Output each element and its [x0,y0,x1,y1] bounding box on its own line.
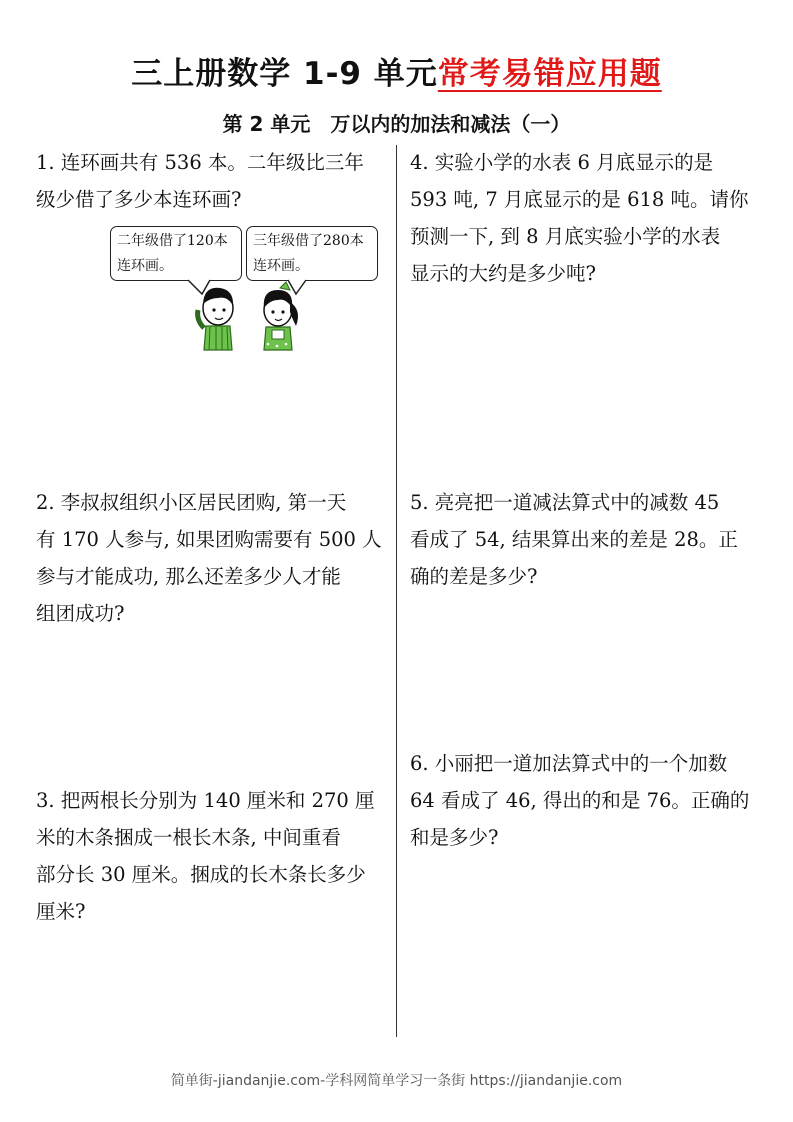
speech-bubble-boy: 二年级借了120本 连环画。 [110,226,242,281]
column-divider [396,145,397,1037]
title-main: 三上册数学 1-9 单元 [131,56,438,92]
question-6: 6. 小丽把一道加法算式中的一个加数 64 看成了 46, 得出的和是 76。正确的 和是多少? [410,752,750,849]
question-5: 5. 亮亮把一道减法算式中的减数 45 看成了 54, 结果算出来的差是 28。正 确的差是多少? [410,491,738,588]
question-3: 3. 把两根长分别为 140 厘米和 270 厘 米的木条捆成一根长木条, 中间重看 部分长 30 厘米。捆成的长木条长多少 厘米? [36,789,375,923]
title-highlight: 常考易错应用题 [437,56,662,92]
page-subtitle: 第 2 单元 万以内的加法和减法（一） [222,112,571,136]
page-title [0,48,793,93]
question-2: 2. 李叔叔组织小区居民团购, 第一天 有 170 人参与, 如果团购需要有 500 人 参与才能成功, 那么还差多少人才能 组团成功? [36,491,382,625]
question-1: 1. 连环画共有 536 本。二年级比三年 级少借了多少本连环画? [36,151,364,211]
speech-bubble-girl: 三年级借了280本 连环画。 [246,226,378,281]
boy-figure [198,288,233,350]
girl-figure [264,282,298,350]
question-4: 4. 实验小学的水表 6 月底显示的是 593 吨, 7 月底显示的是 618 吨。请你 预测一下, 到 8 月底实验小学的水表 显示的大约是多少吨? [410,151,749,285]
page-footer: 简单街-jiandanjie.com-学科网简单学习一条街 https://jiandanjie.com [170,1073,623,1089]
children-illustration [110,222,390,354]
